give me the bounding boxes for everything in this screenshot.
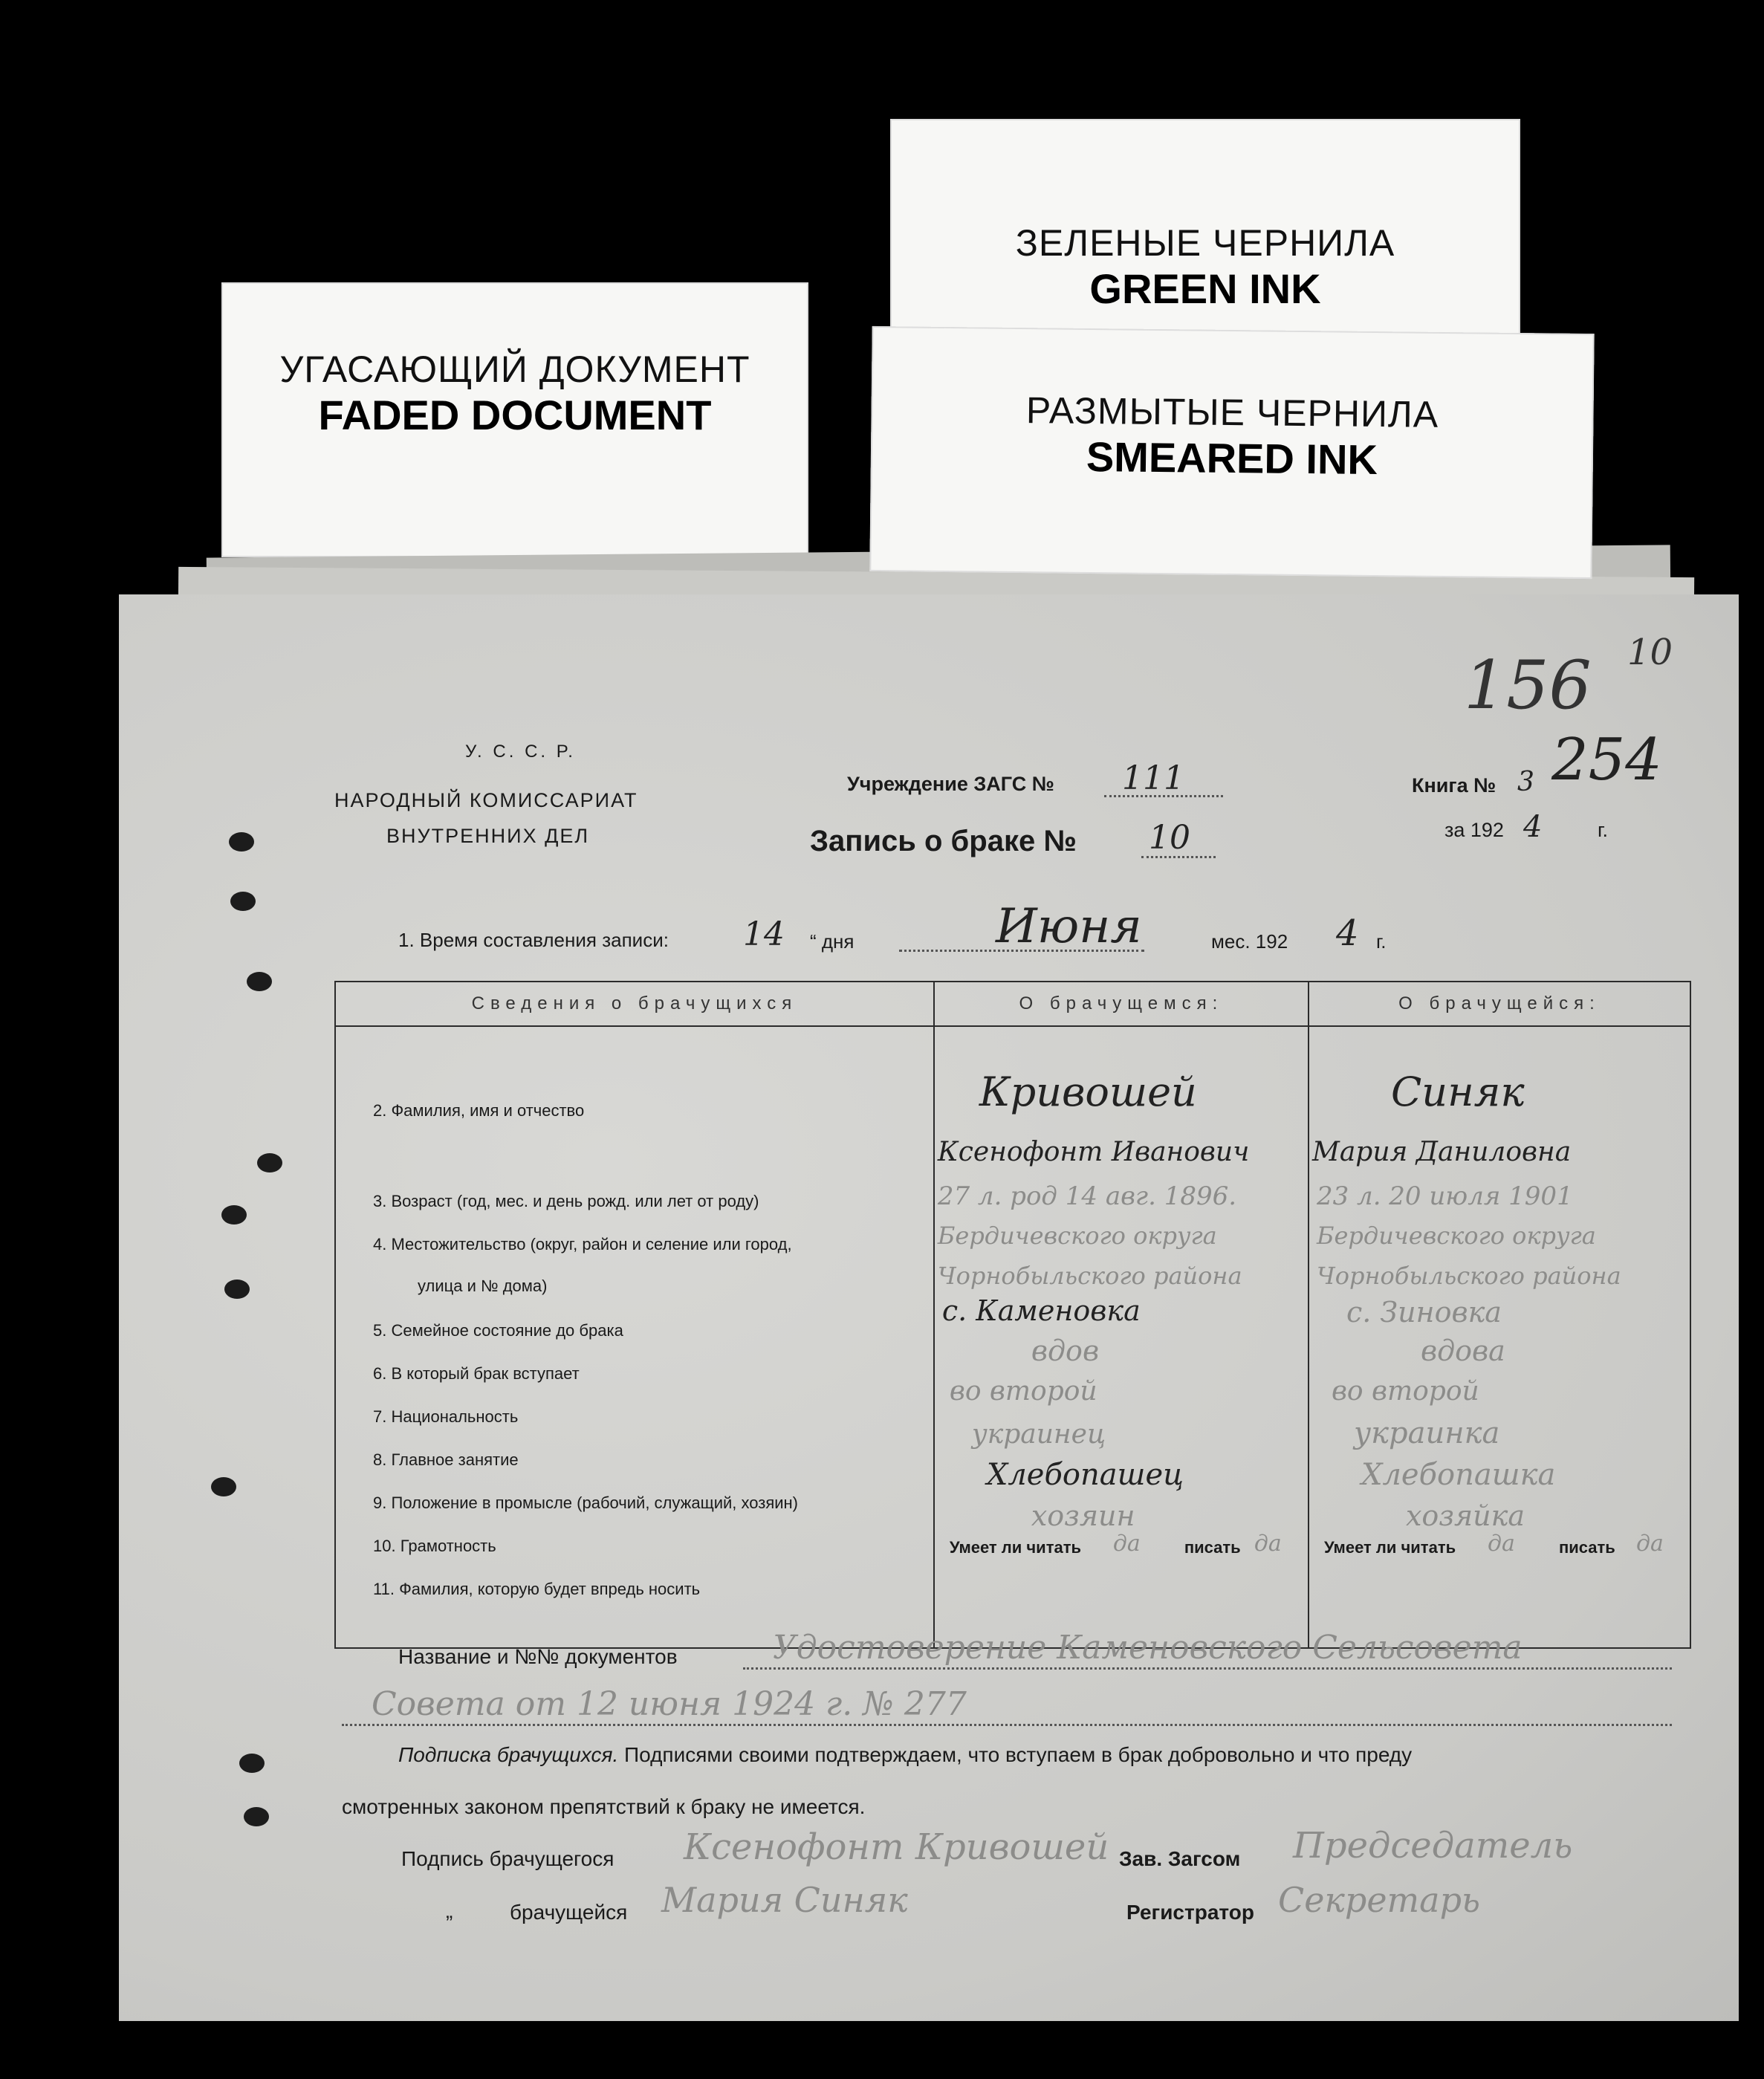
row-label: 8. Главное занятие	[373, 1450, 519, 1469]
pledge-line1	[398, 1743, 1412, 1767]
groom-marital: вдов	[1031, 1334, 1100, 1367]
groom-position: хозяин	[1031, 1499, 1135, 1532]
bride-read: да	[1487, 1531, 1515, 1557]
groom-write: да	[1254, 1531, 1282, 1557]
year-g: г.	[1376, 930, 1387, 953]
groom-marriage: во второй	[949, 1376, 1097, 1407]
quote-mark: „	[446, 1899, 453, 1922]
smeared-label-en: SMEARED INK	[1086, 432, 1378, 484]
bride-occupation: Хлебопашка	[1361, 1458, 1556, 1492]
bride-write: да	[1635, 1531, 1664, 1557]
groom-signature: Ксенофонт Кривошей	[684, 1826, 1109, 1868]
record-year-digit: 4	[1336, 912, 1359, 954]
archive-number: 156	[1464, 646, 1592, 724]
punch-hole	[244, 1807, 269, 1826]
punch-hole	[230, 892, 256, 911]
month-word: мес. 192	[1211, 930, 1288, 953]
col-header-bride: О брачущейся:	[1309, 982, 1690, 1026]
bride-age: 23 л. 20 июля 1901	[1316, 1181, 1573, 1211]
groom-nationality: украинец	[971, 1419, 1106, 1450]
record-day: 14	[743, 915, 785, 953]
bride-read-label: Умеет ли читать	[1323, 1538, 1456, 1557]
punch-hole	[239, 1754, 265, 1773]
groom-surname: Кривошей	[979, 1068, 1197, 1115]
row-label: 6. В который брак вступает	[373, 1364, 580, 1383]
punch-hole	[257, 1153, 282, 1173]
marriage-record-form	[119, 594, 1739, 2021]
bride-signature-label: брачущейся	[510, 1901, 628, 1924]
smeared-ink-label	[869, 326, 1594, 579]
punch-hole	[247, 972, 272, 991]
documents-line2: Совета от 12 июня 1924 г. № 277	[372, 1685, 967, 1723]
commissariat-line1: НАРОДНЫЙ КОМИССАРИАТ	[334, 789, 638, 811]
bride-position: хозяйка	[1405, 1499, 1525, 1532]
record-title: Запись о браке №	[810, 825, 1077, 857]
row-label: 4. Местожительство (округ, район и селение или город,	[373, 1235, 792, 1253]
faded-label-ru: УГАСАЮЩИЙ ДОКУМЕНТ	[279, 348, 750, 390]
year-suffix: г.	[1598, 819, 1609, 841]
punch-hole	[229, 832, 254, 852]
green-label-ru: ЗЕЛЕНЫЕ ЧЕРНИЛА	[1015, 222, 1395, 264]
punch-hole	[211, 1477, 236, 1496]
book-number-hw: 254	[1551, 727, 1662, 794]
row-label: улица и № дома)	[418, 1277, 548, 1295]
groom-signature-label: Подпись брачущегося	[401, 1847, 615, 1870]
year-digit: 4	[1523, 810, 1543, 844]
pledge-text1: Подписями своими подтверждаем, что вступаем в брак добровольно и что преду	[624, 1743, 1413, 1766]
commissariat-line2: ВНУТРЕННИХ ДЕЛ	[386, 825, 590, 847]
registrar-signature: Секретарь	[1278, 1880, 1481, 1920]
dotted-line	[342, 1724, 1672, 1726]
bride-nationality: украинка	[1353, 1416, 1500, 1450]
info-labels-cell	[335, 1026, 934, 1648]
zags-number: 111	[1122, 759, 1184, 797]
bride-residence1: Бердичевского округа	[1316, 1222, 1596, 1250]
row-label: 3. Возраст (год, мес. и день рожд. или лет от роду)	[373, 1192, 759, 1210]
pledge-lead: Подписка брачущихся.	[398, 1743, 619, 1766]
row-label: 5. Семейное состояние до брака	[373, 1321, 623, 1340]
spouse-info-table	[334, 981, 1691, 1649]
row-label: 9. Положение в промысле (рабочий, служащий, хозяин)	[373, 1493, 798, 1512]
groom-name: Ксенофонт Иванович	[937, 1137, 1250, 1167]
record-month: Июня	[996, 899, 1142, 954]
bride-name: Мария Даниловна	[1311, 1137, 1572, 1167]
registrar-label: Регистратор	[1126, 1901, 1254, 1924]
row-label: 7. Национальность	[373, 1407, 519, 1426]
groom-residence3: с. Каменовка	[941, 1294, 1141, 1327]
groom-write-label: писать	[1184, 1538, 1241, 1557]
bride-signature: Мария Синяк	[661, 1880, 908, 1920]
groom-residence1: Бердичевского округа	[937, 1222, 1217, 1250]
book-label: Книга №	[1412, 774, 1497, 797]
bride-write-label: писать	[1558, 1538, 1615, 1557]
head-label: Зав. Загсом	[1119, 1847, 1241, 1870]
row-label: 10. Грамотность	[373, 1537, 496, 1555]
bride-marriage: во второй	[1331, 1376, 1479, 1407]
documents-line1: Удостоверение Каменовского Сельсовета	[773, 1629, 1523, 1667]
dotted-line	[1104, 795, 1223, 797]
groom-cell	[934, 1026, 1309, 1648]
documents-label: Название и №№ документов	[398, 1645, 678, 1668]
bride-residence3: с. Зиновка	[1346, 1296, 1502, 1329]
green-label-en: GREEN INK	[1089, 265, 1321, 312]
row-label: 2. Фамилия, имя и отчество	[373, 1101, 585, 1120]
faded-label-en: FADED DOCUMENT	[318, 392, 712, 438]
zags-label: Учреждение ЗАГС №	[847, 773, 1054, 795]
row-label: 11. Фамилия, которую будет впредь носить	[373, 1580, 701, 1598]
day-word: “ дня	[810, 930, 855, 953]
col-header-info: Сведения о брачущихся	[335, 982, 934, 1026]
dotted-line	[899, 950, 1144, 952]
item1-label: 1. Время составления записи:	[398, 929, 669, 951]
groom-read-label: Умеет ли читать	[949, 1538, 1082, 1557]
faded-document-label	[221, 282, 808, 557]
bride-cell	[1309, 1026, 1690, 1648]
groom-occupation: Хлебопашец	[986, 1458, 1184, 1492]
book-number: 3	[1517, 767, 1534, 797]
head-signature: Председатель	[1293, 1825, 1573, 1866]
bride-marital: вдова	[1420, 1334, 1505, 1367]
pledge-text2: смотренных законом препятствий к браку не имеется.	[342, 1795, 866, 1818]
punch-hole	[221, 1205, 247, 1225]
col-header-groom: О брачущемся:	[934, 982, 1309, 1026]
archive-number-sup: 10	[1627, 632, 1673, 673]
bride-surname: Синяк	[1390, 1068, 1525, 1115]
dotted-line	[1141, 856, 1216, 858]
dotted-line	[743, 1667, 1672, 1670]
groom-residence2: Чорнобыльского района	[937, 1262, 1242, 1290]
bride-residence2: Чорнобыльского района	[1316, 1262, 1621, 1290]
groom-read: да	[1112, 1531, 1141, 1557]
ussr-header: У. С. С. Р.	[465, 742, 576, 762]
record-number: 10	[1149, 819, 1190, 857]
punch-hole	[224, 1279, 250, 1299]
year-label: за 192	[1444, 819, 1504, 841]
smeared-label-ru: РАЗМЫТЫЕ ЧЕРНИЛА	[1025, 389, 1439, 435]
groom-age: 27 л. род 14 авг. 1896.	[937, 1181, 1237, 1211]
